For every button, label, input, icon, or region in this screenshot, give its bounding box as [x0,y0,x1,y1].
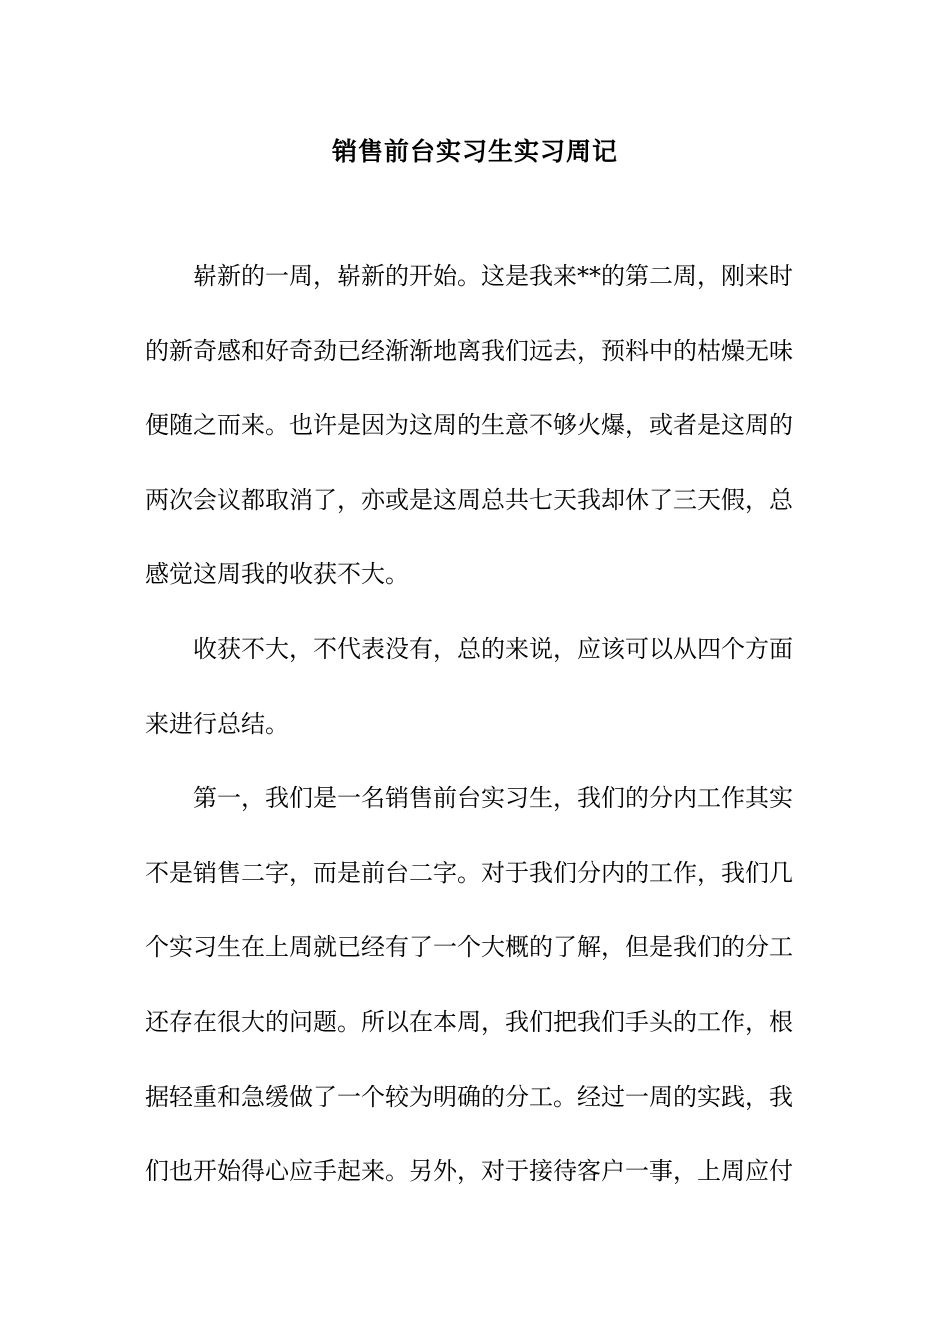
body-line: 们也开始得心应手起来。另外，对于接待客户一事，上周应付 [145,1157,793,1186]
body-line: 感觉这周我的收获不大。 [145,560,409,589]
document-body [145,250,805,1220]
body-line: 崭新的一周，崭新的开始。这是我来**的第二周，刚来时 [193,262,793,290]
body-line: 便随之而来。也许是因为这周的生意不够火爆，或者是这周的 [145,411,793,440]
body-line: 不是销售二字，而是前台二字。对于我们分内的工作，我们几 [145,858,793,887]
body-line: 个实习生在上周就已经有了一个大概的了解，但是我们的分工 [145,933,793,962]
body-line: 第一，我们是一名销售前台实习生，我们的分内工作其实 [193,784,793,813]
body-line: 来进行总结。 [145,709,289,738]
body-line: 还存在很大的问题。所以在本周，我们把我们手头的工作，根 [145,1007,793,1036]
body-line: 的新奇感和好奇劲已经渐渐地离我们远去，预料中的枯燥无味 [145,336,793,365]
body-line: 收获不大，不代表没有，总的来说，应该可以从四个方面 [193,634,793,663]
body-line: 两次会议都取消了，亦或是这周总共七天我却休了三天假，总 [145,485,793,514]
document-title: 销售前台实习生实习周记 [331,137,618,166]
body-line: 据轻重和急缓做了一个较为明确的分工。经过一周的实践，我 [145,1082,793,1111]
